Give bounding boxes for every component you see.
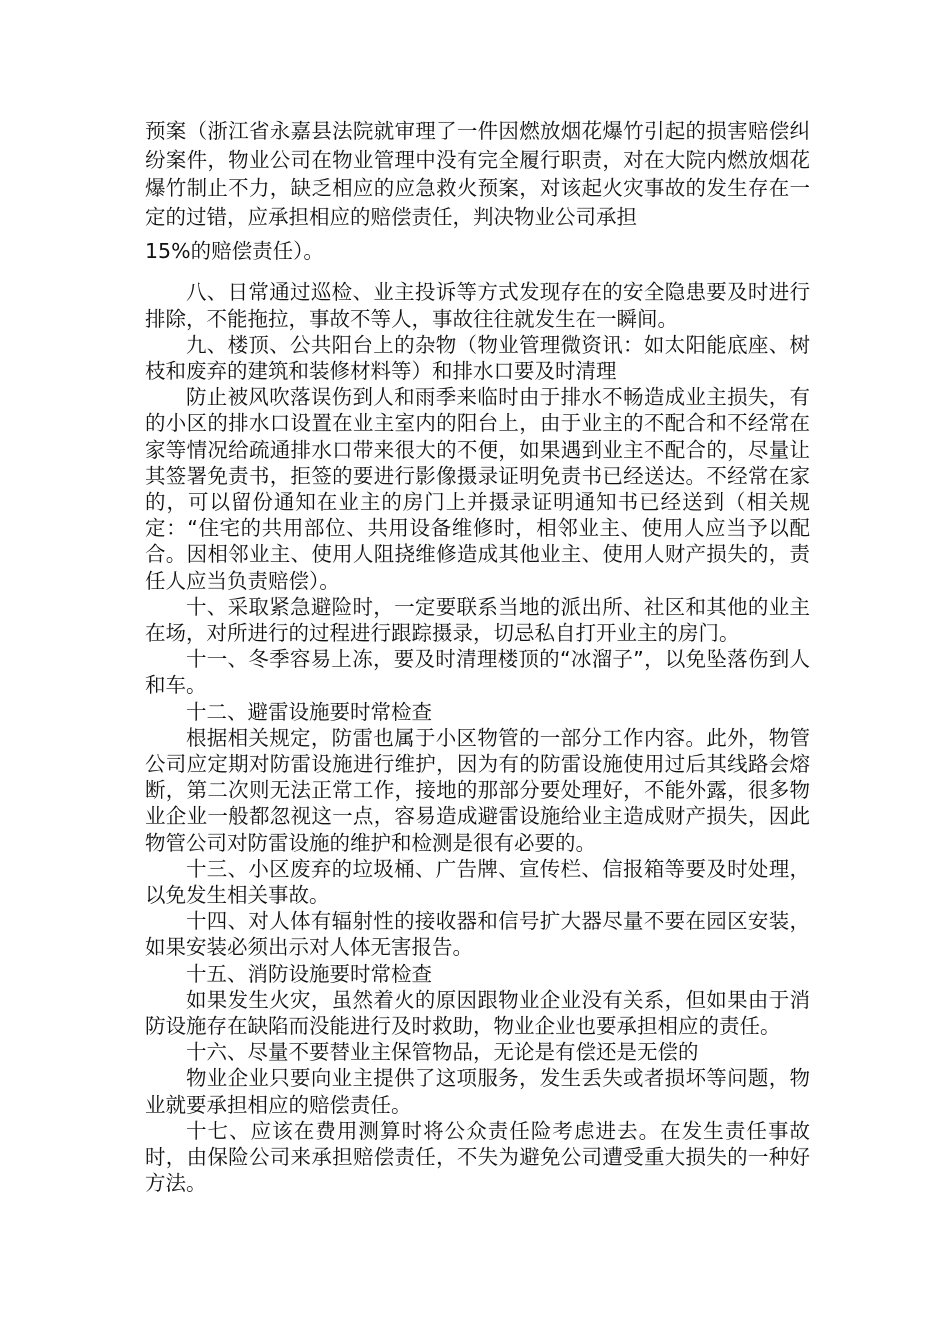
paragraph-item-15-detail: 如果发生火灾，虽然着火的原因跟物业企业没有关系，但如果由于消防设施存在缺陷而没能进行及时救助，物业企业也要承担相应的责任。	[145, 987, 810, 1039]
paragraph-item-16-detail: 物业企业只要向业主提供了这项服务，发生丢失或者损坏等问题，物业就要承担相应的赔偿责任。	[145, 1066, 810, 1117]
paragraph-item-17: 十七、应该在费用测算时将公众责任险考虑进去。在发生责任事故时，由保险公司来承担赔偿责任，不失为避免公司遭受重大损失的一种好方法。	[145, 1118, 810, 1196]
paragraph-contingency-plan-case: 预案（浙江省永嘉县法院就审理了一件因燃放烟花爆竹引起的损害赔偿纠纷案件，物业公司在物业管理中没有完全履行职责，对在大院内燃放烟花爆竹制止不力，缺乏相应的应急救火预案，对该起火灾事故的发生存在一定的过错，应承担相应的赔偿责任，判决物业公司承担	[145, 119, 810, 229]
paragraph-contingency-plan-case-tail: 15%的赔偿责任）。	[145, 239, 324, 264]
document-page	[145, 117, 810, 1196]
paragraph-item-8: 八、日常通过巡检、业主投诉等方式发现存在的安全隐患要及时进行排除，不能拖拉，事故不等人，事故往往就发生在一瞬间。	[145, 280, 810, 331]
paragraph-item-9-detail: 防止被风吹落误伤到人和雨季来临时由于排水不畅造成业主损失，有的小区的排水口设置在业主室内的阳台上，由于业主的不配合和不经常在家等情况给疏通排水口带来很大的不便，如果遇到业主不配合的，尽量让其签署免责书，拒签的要进行影像摄录证明免责书已经送达。不经常在家的，可以留份通知在业主的房门上并摄录证明通知书已经送到（相关规定：“住宅的共用部位、共用设备维修时，相邻业主、使用人应当予以配合。因相邻业主、使用人阻挠维修造成其他业主、使用人财产损失的，责任人应当负责赔偿）。	[145, 385, 810, 593]
paragraph-item-10: 十、采取紧急避险时，一定要联系当地的派出所、社区和其他的业主在场，对所进行的过程进行跟踪摄录，切忌私自打开业主的房门。	[145, 594, 810, 646]
paragraph-item-12-detail: 根据相关规定，防雷也属于小区物管的一部分工作内容。此外，物管公司应定期对防雷设施进行维护，因为有的防雷设施使用过后其线路会熔断，第二次则无法正常工作，接地的那部分要处理好，不能外露，很多物业企业一般都忽视这一点，容易造成避雷设施给业主造成财产损失，因此物管公司对防雷设施的维护和检测是很有必要的。	[145, 725, 810, 855]
paragraph-item-16: 十六、尽量不要替业主保管物品，无论是有偿还是无偿的	[186, 1040, 699, 1065]
paragraph-item-15: 十五、消防设施要时常检查	[186, 961, 432, 986]
paragraph-item-13: 十三、小区废弃的垃圾桶、广告牌、宣传栏、信报箱等要及时处理，以免发生相关事故。	[145, 856, 810, 908]
paragraph-item-14: 十四、对人体有辐射性的接收器和信号扩大器尽量不要在园区安装，如果安装必须出示对人体无害报告。	[145, 909, 810, 960]
paragraph-item-11: 十一、冬季容易上冻，要及时清理楼顶的“冰溜子”，以免坠落伤到人和车。	[145, 647, 810, 698]
paragraph-item-12: 十二、避雷设施要时常检查	[186, 699, 432, 724]
paragraph-item-9: 九、楼顶、公共阳台上的杂物（物业管理微资讯：如太阳能底座、树枝和废弃的建筑和装修材料等）和排水口要及时清理	[145, 332, 810, 383]
